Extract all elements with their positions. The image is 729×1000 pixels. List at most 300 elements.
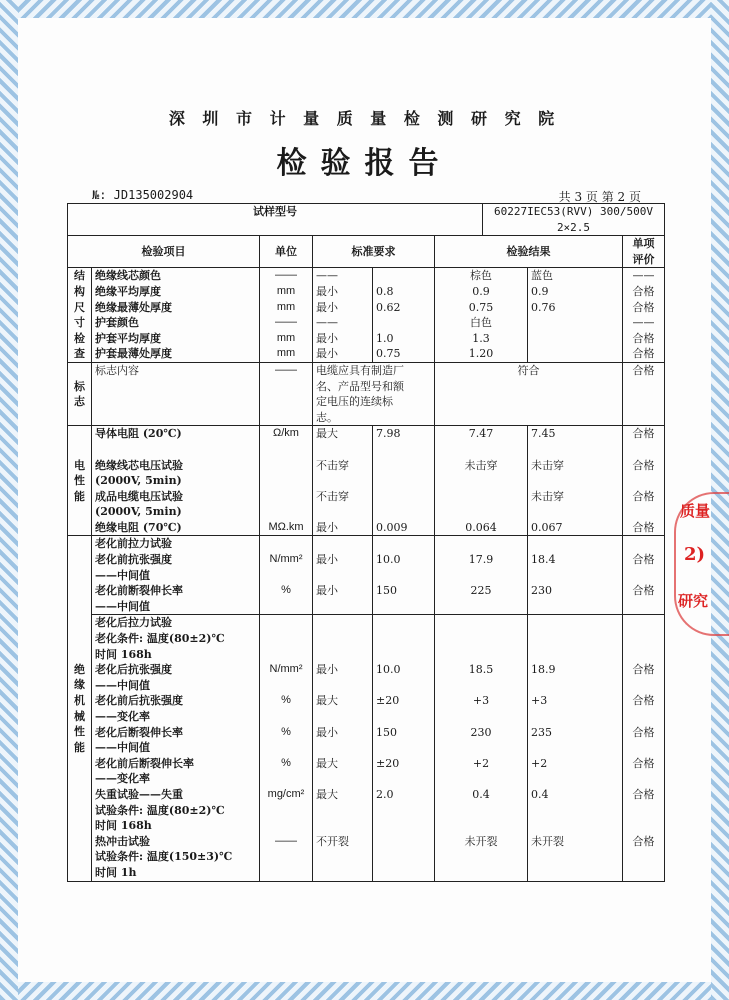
- cell-line: [263, 631, 309, 647]
- cell-line: ——变化率: [95, 710, 150, 723]
- inspection-table: [67, 203, 665, 882]
- group-label-mechanical: [68, 536, 92, 881]
- cell-line: [263, 458, 309, 474]
- cell-line: [531, 599, 619, 615]
- col-header-evaluation: 单项 评价: [623, 236, 665, 268]
- requirement-value-column: [373, 536, 435, 615]
- cell-line: 绝缘线芯电压试验: [95, 458, 183, 472]
- cell-line: [626, 568, 661, 584]
- cell-line: [531, 504, 619, 520]
- cell-line: [376, 315, 431, 331]
- marking-requirement: [313, 362, 435, 425]
- cell-line: 导体电阻 (20℃): [95, 427, 182, 441]
- cell-line: 绝缘电阻 (70℃): [95, 520, 182, 534]
- cell-line: [531, 709, 619, 725]
- result-column-a: [435, 615, 528, 881]
- col-header-item: 检验项目: [68, 236, 260, 268]
- cell-line: 名、产品型号和额: [316, 379, 404, 393]
- cell-line: [263, 568, 309, 584]
- section-mechanical-after: [68, 615, 665, 881]
- group-label-char: 绝: [74, 662, 85, 676]
- cell-line: N/mm²: [269, 553, 303, 566]
- cell-line: [531, 473, 619, 489]
- marking-item: 标志内容: [92, 362, 260, 425]
- cell-line: 0.4: [531, 787, 549, 801]
- cell-line: [376, 771, 431, 787]
- cell-line: [626, 849, 661, 865]
- cell-line: 最大: [316, 787, 338, 801]
- cell-line: 230: [531, 584, 552, 598]
- result-column-b: [528, 426, 623, 536]
- cell-line: 0.76: [531, 300, 556, 314]
- seal-text-3: 研究: [678, 592, 709, 610]
- cell-line: [438, 599, 524, 615]
- cell-line: 绝缘最薄处厚度: [95, 300, 172, 314]
- cell-line: (2000V, 5min): [95, 474, 182, 488]
- cell-line: [316, 473, 369, 489]
- cell-line: N/mm²: [269, 663, 303, 676]
- cell-line: [626, 865, 661, 881]
- cell-line: [376, 834, 431, 850]
- cell-line: [376, 536, 431, 552]
- cell-line: [531, 678, 619, 694]
- cell-line: +3: [472, 694, 490, 708]
- group-label-char: 性: [74, 725, 85, 739]
- cell-line: [531, 771, 619, 787]
- cell-line: ——: [316, 316, 338, 330]
- cell-line: 最小: [316, 284, 338, 298]
- cell-line: (2000V, 5min): [95, 505, 182, 519]
- group-label-electrical: [68, 426, 92, 536]
- cell-line: 合格: [632, 584, 655, 598]
- result-column-a: [435, 536, 528, 615]
- cell-line: [263, 865, 309, 881]
- cell-line: +3: [531, 694, 548, 708]
- cell-line: 时间 168h: [95, 819, 152, 833]
- cell-line: [438, 442, 524, 458]
- marking-unit: ——: [260, 362, 313, 425]
- cell-line: [376, 631, 431, 647]
- cell-line: [376, 442, 431, 458]
- cell-line: [531, 849, 619, 865]
- cell-line: 老化后断裂伸长率: [95, 725, 183, 739]
- cell-line: 志。: [316, 410, 338, 424]
- cell-line: [263, 615, 309, 631]
- cell-line: ±20: [376, 694, 400, 708]
- cell-line: [626, 442, 661, 458]
- cell-line: 0.8: [376, 284, 394, 298]
- cell-line: 绝缘平均厚度: [95, 284, 161, 298]
- cell-line: ——: [632, 269, 655, 283]
- cell-line: [316, 818, 369, 834]
- cell-line: 试验条件: 温度(150±3)℃: [95, 850, 233, 864]
- cell-line: [376, 615, 431, 631]
- cell-line: [263, 599, 309, 615]
- cell-line: 0.067: [531, 520, 563, 534]
- cell-line: [316, 771, 369, 787]
- unit-column: [260, 615, 313, 881]
- cell-line: 老化前后抗张强度: [95, 694, 183, 708]
- cell-line: [376, 268, 431, 284]
- cell-line: [316, 709, 369, 725]
- cell-line: [316, 865, 369, 881]
- cell-line: mm: [276, 284, 296, 297]
- cell-line: [263, 818, 309, 834]
- cell-line: ——中间值: [95, 599, 150, 613]
- cell-line: [438, 473, 524, 489]
- cell-line: 不开裂: [316, 834, 349, 848]
- group-label-char: 缘: [74, 678, 85, 692]
- group-label-char: 标: [74, 379, 85, 393]
- cell-line: 18.5: [468, 663, 494, 677]
- cell-line: [438, 771, 524, 787]
- cell-line: mg/cm²: [267, 787, 305, 800]
- group-label-char: 构: [74, 284, 85, 298]
- group-label-char: 电: [74, 458, 85, 472]
- cell-line: [263, 849, 309, 865]
- cell-line: [263, 536, 309, 552]
- cell-line: [626, 771, 661, 787]
- cell-line: [438, 678, 524, 694]
- cell-line: ——: [275, 834, 297, 847]
- cell-line: [376, 818, 431, 834]
- cell-line: 10.0: [376, 553, 401, 567]
- cell-line: 0.4: [472, 787, 490, 801]
- cell-line: [531, 615, 619, 631]
- cell-line: [376, 489, 431, 505]
- decorative-border-bottom: [0, 982, 729, 1000]
- cell-line: [438, 615, 524, 631]
- cell-line: 最大: [316, 427, 338, 441]
- cell-line: 老化条件: 温度(80±2)℃: [95, 632, 225, 646]
- cell-line: [626, 709, 661, 725]
- cell-line: 最小: [316, 553, 338, 567]
- cell-line: 最小: [316, 584, 338, 598]
- cell-line: 绝缘线芯颜色: [95, 269, 161, 283]
- cell-line: [438, 818, 524, 834]
- cell-line: 老化前拉力试验: [95, 537, 172, 551]
- cell-line: 0.009: [376, 520, 408, 534]
- group-label-char: 寸: [74, 316, 85, 330]
- evaluation-column: [623, 268, 665, 363]
- cell-line: [531, 331, 619, 347]
- requirement-column: [313, 426, 373, 536]
- cell-line: 老化前后断裂伸长率: [95, 756, 194, 770]
- cell-line: 0.75: [376, 347, 401, 361]
- cell-line: [95, 442, 256, 458]
- cell-line: [438, 647, 524, 663]
- column-header-row: [68, 236, 665, 268]
- cell-line: 未击穿: [531, 489, 564, 503]
- cell-line: 2.0: [376, 787, 394, 801]
- cell-line: 未击穿: [531, 458, 564, 472]
- cell-line: 最大: [316, 694, 338, 708]
- cell-line: ±20: [376, 756, 400, 770]
- decorative-border-top: [0, 0, 729, 18]
- cell-line: 老化前断裂伸长率: [95, 584, 183, 598]
- cell-line: 0.75: [468, 300, 494, 314]
- sample-value: 60227IEC53(RVV) 300/500V 2×2.5: [483, 204, 665, 236]
- cell-line: [263, 740, 309, 756]
- group-label-char: 尺: [74, 300, 85, 314]
- group-label-char: 能: [74, 740, 85, 754]
- cell-line: 试验条件: 温度(80±2)℃: [95, 803, 225, 817]
- cell-line: [316, 504, 369, 520]
- cell-line: 未开裂: [531, 834, 564, 848]
- col-header-result: 检验结果: [435, 236, 623, 268]
- cell-line: [376, 473, 431, 489]
- cell-line: [626, 599, 661, 615]
- result-column-a: [435, 426, 528, 536]
- sample-label: 试样型号: [68, 204, 483, 236]
- cell-line: 不击穿: [316, 489, 349, 503]
- cell-line: [263, 647, 309, 663]
- cell-line: 7.98: [376, 427, 401, 441]
- cell-line: %: [281, 584, 291, 597]
- cell-line: [438, 568, 524, 584]
- item-column: [92, 615, 260, 881]
- cell-line: %: [281, 694, 291, 707]
- cell-line: [316, 740, 369, 756]
- result-column-a: [435, 268, 528, 363]
- cell-line: 1.3: [472, 331, 490, 345]
- cell-line: ——中间值: [95, 568, 150, 582]
- section-electrical: [68, 426, 665, 536]
- cell-line: [531, 647, 619, 663]
- cell-line: 合格: [632, 300, 655, 314]
- page-count: 共 3 页 第 2 页: [558, 190, 641, 204]
- cell-line: 不击穿: [316, 458, 349, 472]
- cell-line: [263, 709, 309, 725]
- cell-line: 合格: [632, 787, 655, 801]
- cell-line: [376, 678, 431, 694]
- cell-line: 合格: [632, 725, 655, 739]
- cell-line: 10.0: [376, 663, 401, 677]
- cell-line: 未击穿: [464, 458, 498, 472]
- cell-line: 蓝色: [531, 269, 553, 283]
- cell-line: [376, 849, 431, 865]
- cell-line: 18.9: [531, 663, 556, 677]
- cell-line: [438, 631, 524, 647]
- cell-line: [263, 771, 309, 787]
- cell-line: [316, 678, 369, 694]
- cell-line: [376, 458, 431, 474]
- section-structure: [68, 268, 665, 363]
- requirement-value-column: [373, 268, 435, 363]
- cell-line: 合格: [632, 489, 655, 503]
- cell-line: 老化后抗张强度: [95, 663, 172, 677]
- cell-line: 0.064: [465, 520, 497, 534]
- col-header-requirement: 标准要求: [313, 236, 435, 268]
- cell-line: [626, 536, 661, 552]
- cell-line: [316, 849, 369, 865]
- cell-line: 合格: [632, 756, 655, 770]
- evaluation-column: [623, 615, 665, 881]
- cell-line: ——: [316, 269, 338, 283]
- cell-line: [316, 536, 369, 552]
- cell-line: [376, 865, 431, 881]
- cell-line: [438, 865, 524, 881]
- cell-line: 17.9: [468, 553, 494, 567]
- cell-line: [626, 803, 661, 819]
- requirement-column: [313, 536, 373, 615]
- cell-line: [626, 818, 661, 834]
- cell-line: 7.45: [531, 427, 556, 441]
- cell-line: 合格: [632, 458, 655, 472]
- cell-line: 最小: [316, 663, 338, 677]
- cell-line: 棕色: [470, 269, 492, 283]
- cell-line: [316, 568, 369, 584]
- cell-line: [531, 803, 619, 819]
- cell-line: 225: [470, 584, 492, 598]
- cell-line: 合格: [632, 834, 655, 848]
- cell-line: 1.20: [468, 347, 494, 361]
- evaluation-column: [623, 536, 665, 615]
- item-column: [92, 536, 260, 615]
- cell-line: [263, 504, 309, 520]
- cell-line: [438, 803, 524, 819]
- cell-line: [626, 473, 661, 489]
- section-marking: [68, 362, 665, 425]
- cell-line: [376, 709, 431, 725]
- cell-line: MΩ.km: [268, 520, 304, 533]
- cell-line: 合格: [632, 331, 655, 345]
- group-label-char: 检: [74, 331, 85, 345]
- group-label-char: 结: [74, 269, 85, 283]
- cell-line: [531, 315, 619, 331]
- cell-line: 150: [376, 584, 397, 598]
- cell-line: 未开裂: [464, 834, 498, 848]
- result-column-b: [528, 615, 623, 881]
- cell-line: 合格: [632, 694, 655, 708]
- cell-line: Ω/km: [273, 427, 299, 440]
- cell-line: ——变化率: [95, 772, 150, 786]
- evaluation-column: [623, 426, 665, 536]
- cell-line: [626, 647, 661, 663]
- cell-line: +2: [472, 756, 490, 770]
- cell-line: ——中间值: [95, 678, 150, 692]
- cell-line: 护套最薄处厚度: [95, 347, 172, 361]
- cell-line: mm: [276, 300, 296, 313]
- cell-line: 时间 168h: [95, 647, 152, 661]
- cell-line: [316, 599, 369, 615]
- cell-line: [376, 568, 431, 584]
- col-header-unit: 单位: [260, 236, 313, 268]
- cell-line: 热冲击试验: [95, 834, 150, 848]
- cell-line: [531, 346, 619, 362]
- cell-line: ——: [275, 316, 297, 329]
- seal-text-1: 质量: [680, 502, 711, 520]
- cell-line: 时间 1h: [95, 865, 137, 879]
- cell-line: 最小: [316, 347, 338, 361]
- cell-line: 0.9: [472, 284, 490, 298]
- cell-line: 定电压的连续标: [316, 395, 393, 409]
- cell-line: [438, 504, 524, 520]
- cell-line: 0.62: [376, 300, 401, 314]
- official-seal-stamp: [672, 492, 729, 632]
- cell-line: [626, 678, 661, 694]
- cell-line: mm: [276, 347, 296, 360]
- cell-line: [316, 615, 369, 631]
- cell-line: [438, 536, 524, 552]
- cell-line: [316, 647, 369, 663]
- cell-line: 最小: [316, 725, 338, 739]
- cell-line: 白色: [470, 316, 492, 330]
- cell-line: 合格: [632, 427, 655, 441]
- report-title: 检验报告: [276, 146, 453, 181]
- sample-row: [68, 204, 665, 236]
- cell-line: 老化后拉力试验: [95, 616, 172, 630]
- item-column: [92, 268, 260, 363]
- cell-line: 失重试验——失重: [95, 787, 183, 801]
- result-column-b: [528, 536, 623, 615]
- section-mechanical-before: [68, 536, 665, 615]
- unit-column: [260, 268, 313, 363]
- cell-line: [316, 442, 369, 458]
- group-label-char: 性: [74, 474, 85, 488]
- requirement-column: [313, 615, 373, 881]
- institute-name: 深 圳 市 计 量 质 量 检 测 研 究 院: [168, 109, 561, 128]
- cell-line: [531, 442, 619, 458]
- requirement-column: [313, 268, 373, 363]
- cell-line: [531, 865, 619, 881]
- cell-line: 合格: [632, 663, 655, 677]
- cell-line: 最小: [316, 331, 338, 345]
- group-label-char: 机: [74, 693, 85, 707]
- group-label-char: 志: [74, 395, 85, 409]
- cell-line: 成品电缆电压试验: [95, 489, 183, 503]
- cell-line: [531, 740, 619, 756]
- cell-line: ——中间值: [95, 741, 150, 755]
- cell-line: 最小: [316, 520, 338, 534]
- report-number: №: JD135002904: [92, 188, 194, 202]
- cell-line: 合格: [632, 520, 655, 534]
- cell-line: [438, 740, 524, 756]
- unit-column: [260, 536, 313, 615]
- cell-line: [626, 504, 661, 520]
- cell-line: 150: [376, 725, 397, 739]
- cell-line: %: [281, 756, 291, 769]
- cell-line: ——: [275, 269, 297, 282]
- marking-result: 符合: [435, 362, 623, 425]
- cell-line: mm: [276, 331, 296, 344]
- cell-line: 235: [531, 725, 552, 739]
- cell-line: [376, 504, 431, 520]
- cell-line: 0.9: [531, 284, 549, 298]
- cell-line: +2: [531, 756, 548, 770]
- group-label-char: 械: [74, 709, 85, 723]
- cell-line: [263, 442, 309, 458]
- cell-line: [263, 489, 309, 505]
- cell-line: 老化前抗张强度: [95, 553, 172, 567]
- cell-line: [376, 803, 431, 819]
- cell-line: [316, 631, 369, 647]
- cell-line: [263, 678, 309, 694]
- cell-line: 230: [470, 725, 492, 739]
- cell-line: %: [281, 725, 291, 738]
- cell-line: [438, 489, 524, 505]
- cell-line: 电缆应具有制造厂: [316, 363, 404, 377]
- cell-line: [438, 849, 524, 865]
- cell-line: [376, 740, 431, 756]
- group-label-structure: [68, 268, 92, 363]
- group-label-char: 查: [74, 347, 85, 361]
- cell-line: 合格: [632, 284, 655, 298]
- cell-line: 1.0: [376, 331, 394, 345]
- requirement-value-column: [373, 615, 435, 881]
- cell-line: 合格: [632, 553, 655, 567]
- cell-line: 最小: [316, 300, 338, 314]
